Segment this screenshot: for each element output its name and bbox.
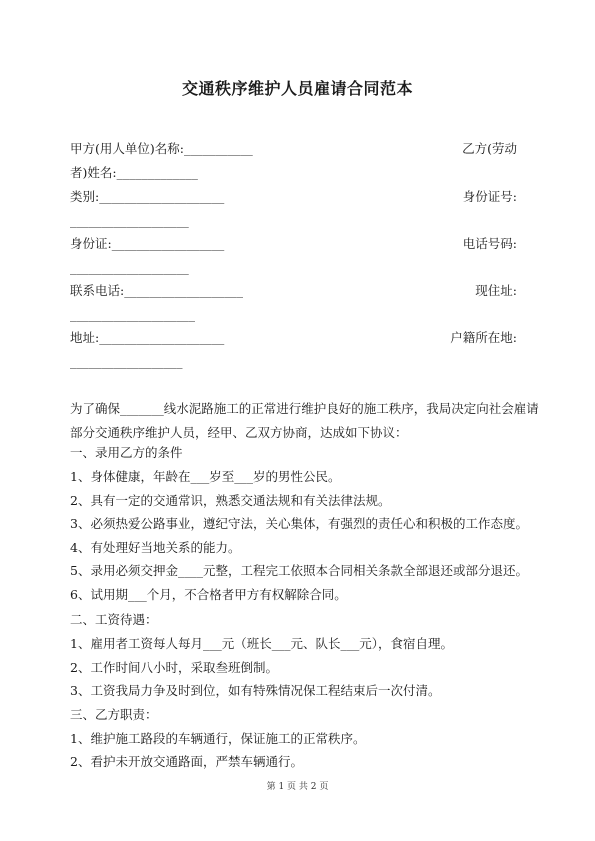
field-line-right: 现住址: — [475, 283, 517, 298]
body-paragraph-line: 2、工作时间八小时，采取叁班倒制。 — [70, 660, 278, 675]
field-line-left: 者)姓名:_____________ — [70, 165, 198, 180]
field-line-left: 类别:____________________ — [70, 189, 225, 204]
field-line-left: 身份证:__________________ — [70, 236, 225, 251]
body-paragraph-line: 3、工资我局力争及时到位，如有特殊情况保工程结束后一次付清。 — [70, 683, 441, 698]
body-paragraph-line: 1、雇用者工资每人每月___元（班长___元、队长___元），食宿自理。 — [70, 636, 453, 651]
body-paragraph-line: 为了确保_______线水泥路施工的正常进行维护良好的施工秩序，我局决定向社会雇请 — [70, 401, 539, 416]
field-line-left: 地址:____________________ — [70, 330, 225, 345]
document-title: 交通秩序维护人员雇请合同范本 — [181, 79, 413, 98]
body-paragraph-line: 三、乙方职责： — [70, 707, 158, 722]
field-line-left: ___________________ — [70, 213, 189, 228]
field-line-left: 联系电话:___________________ — [70, 283, 243, 298]
page-footer: 第 1 页 共 2 页 — [266, 782, 329, 792]
field-line-right: 乙方(劳动 — [462, 141, 517, 156]
body-paragraph-line: 4、有处理好当地关系的能力。 — [70, 540, 241, 555]
field-line-right: 身份证号: — [462, 189, 517, 204]
field-line-left: ____________________ — [70, 307, 195, 322]
field-line-left: ___________________ — [70, 260, 189, 275]
body-paragraph-line: 1、维护施工路段的车辆通行，保证施工的正常秩序。 — [70, 731, 366, 746]
body-paragraph-line: 一、录用乙方的条件 — [70, 445, 183, 460]
body-paragraph-line: 部分交通秩序维护人员，经甲、乙双方协商，达成如下协议： — [70, 425, 408, 440]
body-paragraph-line: 3、必须热爱公路事业，遵纪守法，关心集体，有强烈的责任心和积极的工作态度。 — [70, 516, 528, 531]
body-paragraph-line: 6、试用期___个月，不合格者甲方有权解除合同。 — [70, 587, 347, 602]
field-line-left: __________________ — [70, 354, 183, 369]
field-line-right: 户籍所在地: — [450, 330, 517, 345]
body-paragraph-line: 1、身体健康，年龄在___岁至___岁的男性公民。 — [70, 469, 341, 484]
field-line-right: 电话号码: — [462, 236, 517, 251]
body-paragraph-line: 5、录用必须交押金____元整，工程完工依照本合同相关条款全部退还或部分退还。 — [70, 563, 528, 578]
field-line-left: 甲方(用人单位)名称:___________ — [70, 141, 253, 156]
body-paragraph-line: 二、工资待遇： — [70, 612, 158, 627]
body-paragraph-line: 2、看护未开放交通路面，严禁车辆通行。 — [70, 754, 303, 769]
body-paragraph-line: 2、具有一定的交通常识，熟悉交通法规和有关法律法规。 — [70, 493, 391, 508]
